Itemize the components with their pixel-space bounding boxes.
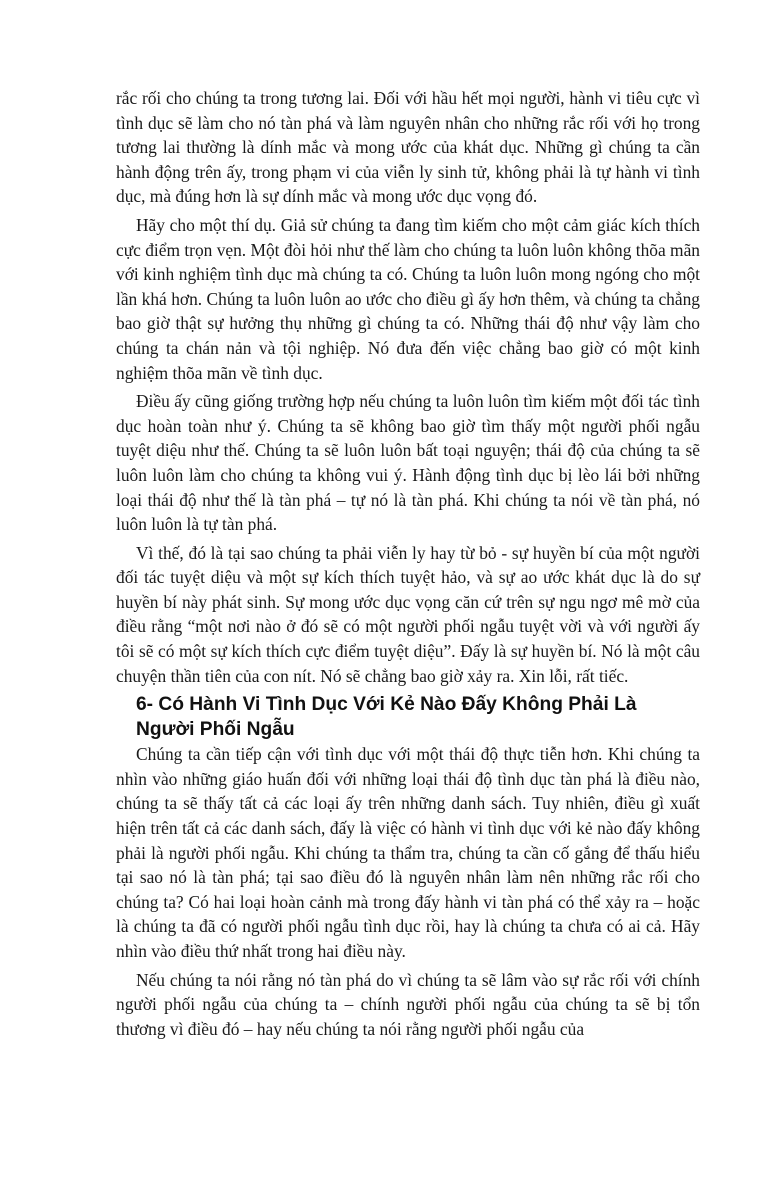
paragraph-renunciation: Vì thế, đó là tại sao chúng ta phải viễn ly hay từ bỏ - sự huyền bí của một người đối tác tuyệt diệu và một sự kích thích tuyệt hảo, và sự ao ước khát dục là do sự huyền bí này phát sinh. Sự mong ước dục vọng căn cứ trên sự ngu ngơ mê mờ của điều rằng “một nơi nào ở đó sẽ có một người phối ngẫu tuyệt vời và với người ấy tôi sẽ có một sự kích thích cực điểm tuyệt diệu”. Đấy là sự huyền bí. Nó là một câu chuyện thần tiên của con nít. Nó sẽ chẳng bao giờ xảy ra. Xin lỗi, rất tiếc. [116,542,700,686]
book-page [116,86,700,1041]
paragraph-continuation: rắc rối cho chúng ta trong tương lai. Đối với hầu hết mọi người, hành vi tiêu cực vì tình dục sẽ làm cho nó tàn phá và làm nguyên nhân cho những rắc rối với họ trong tương lai thường là dính mắc và mong ước của khát dục. Những gì chúng ta cần hành động trên ấy, trong phạm vi của viễn ly sinh tử, không phải là tự hành vi tình dục, mà đúng hơn là sự dính mắc và mong ước dục vọng đó. [116,88,700,207]
paragraph-partner: Điều ấy cũng giống trường hợp nếu chúng ta luôn luôn tìm kiếm một đối tác tình dục hoàn toàn như ý. Chúng ta sẽ không bao giờ tìm thấy một người phối ngẫu tuyệt diệu như thế. Chúng ta sẽ luôn luôn bất toại nguyện; thái độ của chúng ta sẽ luôn luôn làm cho chúng ta không vui ý. Hành động tình dục bị lèo lái bởi những loại thái độ như thế là tàn phá – tự nó là tàn phá. Khi chúng ta nói về tàn phá, nó luôn luôn là tự tàn phá. [116,391,700,535]
paragraph-realistic-approach: Chúng ta cần tiếp cận với tình dục với một thái độ thực tiễn hơn. Khi chúng ta nhìn vào những giáo huấn đối với những loại thái độ tình dục tàn phá là điều nào, chúng ta sẽ thấy tất cả các loại ấy trên những danh sách. Tuy nhiên, điều gì xuất hiện trên tất cả các danh sách, đấy là việc có hành vi tình dục với kẻ nào đấy không phải là người phối ngẫu. Khi chúng ta thẩm tra, chúng ta cần cố gắng để thấu hiểu tại sao nó là tàn phá; tại sao điều đó là nguyên nhân làm nên những rắc rối cho chúng ta? Có hai loại hoàn cảnh mà trong đấy hành vi tàn phá có thể xảy ra – hoặc là chúng ta đã có người phối ngẫu tình dục rồi, hay là chúng ta chưa có ai cả. Hãy nhìn vào điều thứ nhất trong hai điều này. [116,744,700,961]
paragraph-example: Hãy cho một thí dụ. Giả sử chúng ta đang tìm kiếm cho một cảm giác kích thích cực điểm trọn vẹn. Một đòi hỏi như thế làm cho chúng ta luôn luôn không thõa mãn với kinh nghiệm tình dục mà chúng ta có. Chúng ta luôn luôn mong ngóng cho một lần khá hơn. Chúng ta luôn luôn ao ước cho điều gì ấy hơn thêm, và chúng ta chẳng bao giờ thật sự hưởng thụ những gì chúng ta có. Những thái độ như vậy làm cho chúng ta chán nản và tội nghiệp. Nó đưa đến việc chẳng bao giờ có một kinh nghiệm thõa mãn về tình dục. [116,214,700,383]
section-heading: 6- Có Hành Vi Tình Dục Với Kẻ Nào Đấy Không Phải Là Người Phối Ngẫu [136,694,637,741]
paragraph-consequence: Nếu chúng ta nói rằng nó tàn phá do vì chúng ta sẽ lâm vào sự rắc rối với chính người phối ngẫu của chúng ta – chính người phối ngẫu của chúng ta sẽ bị tổn thương vì điều đó – hay nếu chúng ta nói rằng người phối ngẫu của [116,969,700,1039]
